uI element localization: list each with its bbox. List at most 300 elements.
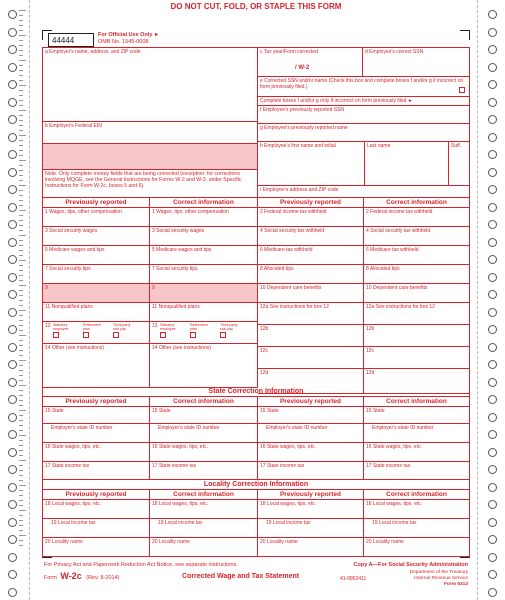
left-perforation [29,0,30,600]
locality_section-row-0-col-3-label: 18 Local wages, tips, etc. [366,501,423,507]
ruler-tick [19,420,23,421]
locality_section-row-0-col-3[interactable] [364,500,470,519]
right-tractor-hole [488,535,497,544]
ruler-tick [19,135,26,136]
right-corr-row-4[interactable] [364,284,470,303]
left-prev-row-1-label: 3 Social security wages [45,228,98,234]
right-prev-row-1[interactable] [258,227,364,246]
ruler-tick [19,70,23,71]
locality_section-row-1-col-2[interactable] [258,519,364,538]
left-corr-row-3[interactable] [150,265,258,284]
left-prev-row-4[interactable] [42,284,150,303]
state_section-row-3-col-2[interactable] [258,462,364,480]
ruler-tick [19,475,23,476]
locality_section-hdr-0: Previously reported [42,490,150,500]
control-number-box[interactable] [48,33,94,47]
right-tractor-hole [488,360,497,369]
left-corr-row-7[interactable] [150,344,258,388]
right-prev-row-4-label: 10 Dependent care benefits [260,285,322,291]
right-prev-row-0[interactable] [258,208,364,227]
ruler-tick [19,90,23,91]
right-tractor-strip [477,0,505,600]
control-number: 44444 [52,36,75,45]
official-use-block [98,32,159,46]
right-tractor-hole [488,185,497,194]
left-corr-row-2[interactable] [150,246,258,265]
state_section-row-0-col-0-label: 15 State [45,408,64,414]
ruler-tick [19,375,23,376]
ruler-tick [19,230,23,231]
ruler-tick [19,80,23,81]
right-prev-row-0-label: 2 Federal income tax withheld [260,209,327,215]
box13-option-1 [83,323,107,338]
form-id-block [44,571,119,581]
locality_section-row-2-col-3[interactable] [364,538,470,557]
box-e-label: e Corrected SSN and/or name (Check this box and complete boxes f and/or g if incorrect on form previously filed.) [260,78,464,90]
ruler-tick [19,320,23,321]
right-tractor-hole [488,588,497,597]
ruler-tick [19,200,23,201]
box-i-address[interactable] [258,186,470,198]
w2c-form [42,0,470,600]
state_section-row-2-col-1-label: 16 State wages, tips, etc. [152,444,208,450]
right-corr-row-7-label: 12c [366,348,375,354]
state_section-row-0-col-2-label: 15 State [260,408,279,414]
box-g-prev-name[interactable] [258,124,470,142]
box-b-employer-ein[interactable] [42,122,258,144]
left-corr-row-4[interactable] [150,284,258,303]
state_section-row-3-col-0[interactable] [42,462,150,480]
state_section-row-1-col-0[interactable] [42,424,150,443]
ruler-tick [19,195,23,196]
box13-option-1-label: Retirement plan [190,323,208,331]
ruler-tick [19,265,23,266]
ruler-tick [19,380,23,381]
left-tractor-hole [8,308,17,317]
left-tractor-hole [8,133,17,142]
left-tractor-hole [8,45,17,54]
left-prev-row-6[interactable] [42,322,150,344]
box-c-tax-year[interactable] [258,47,363,77]
ruler-tick [19,405,23,406]
locality_section-row-1-col-3[interactable] [364,519,470,538]
left-tractor-hole [8,238,17,247]
locality_section-row-0-col-2[interactable] [258,500,364,519]
state_section-row-1-col-2[interactable] [258,424,364,443]
ruler-tick [19,440,23,441]
ruler-tick [19,510,26,511]
ruler-tick [19,275,23,276]
ruler-tick [19,340,23,341]
state_section-row-2-col-3-label: 16 State wages, tips, etc. [366,444,422,450]
left-tractor-hole [8,98,17,107]
ruler-tick [19,40,23,41]
box13-option-0 [160,323,184,338]
right-tractor-hole [488,255,497,264]
ruler-tick [19,100,23,101]
state_section-row-0-col-3[interactable] [364,407,470,424]
ruler-tick [19,465,23,466]
right-prev-row-8-label: 12d [260,370,269,376]
right-tractor-hole [488,238,497,247]
right-tractor-hole [488,80,497,89]
form-word: Form [44,575,57,581]
ruler-tick [19,295,23,296]
ruler-tick [19,245,23,246]
left-tractor-hole [8,63,17,72]
ruler-tick [19,370,23,371]
right-prev-row-1-label: 4 Social security tax withheld [260,228,325,234]
locality_section-row-2-col-0[interactable] [42,538,150,557]
box13-options-corr [160,323,244,338]
right-prev-row-7-label: 12c [260,348,269,354]
left-tractor-hole [8,570,17,579]
ruler-tick [19,520,23,521]
state_section-row-3-col-3[interactable] [364,462,470,480]
top-warning: DO NOT CUT, FOLD, OR STAPLE THIS FORM [170,2,342,11]
copy-label: Copy A—For Social Security Administration [353,562,468,568]
ruler-tick [19,20,23,21]
left-tractor-hole [8,10,17,19]
ruler-tick [19,300,23,301]
ruler-tick [19,125,23,126]
box13-checkbox-1[interactable] [190,332,196,338]
box13-option-1-label: Retirement plan [83,323,101,331]
right-corr-row-4-label: 10 Dependent care benefits [366,285,428,291]
state_section-hdr-1: Correct information [150,397,258,407]
right-tractor-hole [488,98,497,107]
box13-checkbox-2[interactable] [220,332,226,338]
ruler-tick [19,485,26,486]
right-tractor-hole [488,273,497,282]
right-corr-row-8-label: 12d [366,370,375,376]
box-h-last-name[interactable] [365,142,449,186]
right-corr-row-2-label: 6 Medicare tax withheld [366,247,419,253]
ruler-tick [19,410,26,411]
ruler-tick [19,270,23,271]
locality_section-row-2-col-2[interactable] [258,538,364,557]
ruler-tick [19,435,26,436]
irs-name: Internal Revenue Service [414,576,468,581]
ruler-tick [19,515,23,516]
left-prev-row-0[interactable] [42,208,150,227]
ruler-tick [19,385,26,386]
state_section-row-3-col-0-label: 17 State income tax [45,463,90,469]
box-h-label: h Employee's first name and initial [260,143,336,149]
ruler-tick [19,280,23,281]
state_section-row-2-col-2-label: 16 State wages, tips, etc. [260,444,316,450]
left-tractor-hole [8,115,17,124]
state_section-hdr-0: Previously reported [42,397,150,407]
left-prev-row-7[interactable] [42,344,150,388]
right-prev-row-5-label: 12a See instructions for box 12 [260,304,329,310]
left-tractor-hole [8,413,17,422]
left-tractor-hole [8,500,17,509]
locality_section-row-2-col-1[interactable] [150,538,258,557]
box-e-corrected-ssn[interactable] [258,77,470,97]
form-revision: (Rev. 8-2014) [86,575,120,581]
left-tractor-hole [8,168,17,177]
right-corr-row-0[interactable] [364,208,470,227]
locality-section-title: Locality Correction Information [42,480,470,490]
locality_section-row-0-col-0[interactable] [42,500,150,519]
box13-checkbox-2[interactable] [113,332,119,338]
left-tractor-hole [8,535,17,544]
box13-checkbox-0[interactable] [53,332,59,338]
state_section-row-0-col-1[interactable] [150,407,258,424]
right-tractor-hole [488,343,497,352]
ruler-tick [19,250,23,251]
ruler-tick [19,65,23,66]
right-tractor-hole [488,150,497,159]
ruler-tick [19,470,23,471]
ruler-tick [19,285,26,286]
box-e-checkbox[interactable] [459,87,465,93]
left-corr-row-2-label: 5 Medicare wages and tips [152,247,212,253]
ruler-tick [19,210,26,211]
locality_section-row-1-col-0[interactable] [42,519,150,538]
right-corr-row-6[interactable] [364,325,470,347]
ruler-tick [19,395,23,396]
ruler-tick [19,140,23,141]
left-tractor-hole [8,483,17,492]
ruler-tick [19,305,23,306]
locality_section-row-1-col-0-label: 19 Local income tax [51,520,96,526]
left-corr-row-5-label: 11 Nonqualified plans [152,304,200,310]
right-corr-header: Correct information [364,198,470,208]
ruler-tick [19,155,23,156]
right-corr-row-0-label: 2 Federal income tax withheld [366,209,433,215]
state_section-row-1-col-2-label: Employer's state ID number [266,425,328,431]
right-tractor-hole [488,518,497,527]
locality_section-row-1-col-3-label: 19 Local income tax [372,520,417,526]
left-corr-row-7-label: 14 Other (see instructions) [152,345,211,351]
state_section-row-2-col-2[interactable] [258,443,364,462]
left-tractor-hole [8,343,17,352]
state_section-row-2-col-0[interactable] [42,443,150,462]
right-corr-row-7[interactable] [364,347,470,369]
ruler-tick [19,185,26,186]
right-prev-row-5[interactable] [258,303,364,325]
right-prev-row-4[interactable] [258,284,364,303]
note-block [42,170,258,198]
right-tractor-hole [488,308,497,317]
right-tractor-hole [488,378,497,387]
left-tractor-hole [8,553,17,562]
right-tractor-hole [488,483,497,492]
state_section-row-1-col-3[interactable] [364,424,470,443]
box13-option-2 [113,323,137,338]
locality_section-row-2-col-2-label: 20 Locality name [260,539,298,545]
left-corr-row-1[interactable] [150,227,258,246]
box13-options-prev [53,323,137,338]
state-section-title: State Correction Information [42,387,470,397]
ruler-tick [19,425,23,426]
agency-block [410,570,468,588]
state_section-row-2-col-0-label: 16 State wages, tips, etc. [45,444,101,450]
ruler-tick [19,45,23,46]
left-prev-header: Previously reported [42,198,150,208]
form-name: W-2c [60,571,82,581]
ruler-tick [19,445,23,446]
box-h-first-name[interactable] [258,142,365,186]
right-corr-row-3-label: 8 Allocated tips [366,266,400,272]
left-tractor-hole [8,290,17,299]
shaded-area [42,144,258,170]
box13-option-0-label: Statutory employee [53,323,69,331]
box-a-label: a Employer's name, address, and ZIP code [45,49,141,55]
right-corr-row-3[interactable] [364,265,470,284]
state_section-row-0-col-3-label: 15 State [366,408,385,414]
right-tractor-hole [488,290,497,299]
right-tractor-hole [488,553,497,562]
right-corr-row-5-label: 12a See instructions for box 12 [366,304,435,310]
box-a-employer-name[interactable] [42,47,258,122]
ruler-tick [19,225,23,226]
locality_section-row-2-col-1-label: 20 Locality name [152,539,190,545]
ruler-tick [19,120,23,121]
state_section-row-0-col-2[interactable] [258,407,364,424]
ruler-tick [19,205,23,206]
state_section-row-3-col-1[interactable] [150,462,258,480]
form-title: Corrected Wage and Tax Statement [182,573,300,580]
ruler-tick [19,290,23,291]
box13-checkbox-0[interactable] [160,332,166,338]
state_section-hdr-2: Previously reported [258,397,364,407]
state_section-row-2-col-1[interactable] [150,443,258,462]
box-c-label: c Tax year/Form corrected [260,49,318,55]
left-tractor-hole [8,465,17,474]
ruler-tick [19,540,23,541]
left-tractor-hole [8,28,17,37]
locality_section-row-2-col-0-label: 20 Locality name [45,539,83,545]
locality_section-row-1-col-1-label: 19 Local income tax [158,520,203,526]
locality_section-row-0-col-1[interactable] [150,500,258,519]
left-corr-row-6[interactable] [150,322,258,344]
ruler-tick [19,260,26,261]
left-corr-row-5[interactable] [150,303,258,322]
box13-option-0 [53,323,77,338]
ruler-tick [19,175,23,176]
ruler-tick [19,110,26,111]
ruler-tick [19,460,26,461]
ruler-tick [19,450,23,451]
right-prev-row-6[interactable] [258,325,364,347]
ruler-tick [19,145,23,146]
left-tractor-hole [8,430,17,439]
left-corr-row-0[interactable] [150,208,258,227]
ruler-tick [19,60,26,61]
ruler-tick [19,15,23,16]
locality_section-hdr-3: Correct information [364,490,470,500]
left-prev-row-5[interactable] [42,303,150,322]
box13-checkbox-1[interactable] [83,332,89,338]
left-corr-row-6-label: 13 [152,323,158,329]
ruler-tick [19,85,26,86]
box-h-suffix-label: Suff. [451,143,462,149]
right-corr-row-5[interactable] [364,303,470,325]
state_section-row-1-col-0-label: Employer's state ID number [51,425,113,431]
left-ruler [19,10,27,550]
right-prev-row-7[interactable] [258,347,364,369]
left-tractor-hole [8,518,17,527]
ruler-tick [19,345,23,346]
right-tractor-hole [488,465,497,474]
ruler-tick [19,220,23,221]
locality_section-row-2-col-3-label: 20 Locality name [366,539,404,545]
ruler-tick [19,400,23,401]
state_section-hdr-3: Correct information [364,397,470,407]
right-tractor-hole [488,500,497,509]
state_section-row-2-col-3[interactable] [364,443,470,462]
state_section-row-1-col-1-label: Employer's state ID number [158,425,220,431]
right-prev-row-3[interactable] [258,265,364,284]
ruler-tick [19,505,23,506]
omb-number: OMB No. 1545-0008 [98,39,149,45]
left-prev-row-1[interactable] [42,227,150,246]
right-tractor-hole [488,220,497,229]
ruler-tick [19,150,23,151]
right-prev-row-3-label: 8 Allocated tips [260,266,294,272]
left-prev-row-2[interactable] [42,246,150,265]
ruler-tick [19,10,26,11]
left-prev-row-0-label: 1 Wages, tips, other compensation [45,209,122,215]
left-prev-row-3[interactable] [42,265,150,284]
locality_section-row-0-col-0-label: 18 Local wages, tips, etc. [45,501,102,507]
locality_section-hdr-1: Correct information [150,490,258,500]
right-tractor-hole [488,430,497,439]
ruler-tick [19,50,23,51]
box-f-prev-ssn[interactable] [258,106,470,124]
ruler-tick [19,190,23,191]
left-tractor-hole [8,378,17,387]
right-corr-row-1[interactable] [364,227,470,246]
state_section-row-0-col-0[interactable] [42,407,150,424]
locality_section-row-0-col-2-label: 18 Local wages, tips, etc. [260,501,317,507]
box13-option-1 [190,323,214,338]
ruler-tick [19,315,23,316]
ruler-tick [19,365,23,366]
left-prev-row-4-label: 9 [45,285,48,291]
box-d-label: d Employee's correct SSN [365,49,424,55]
left-prev-row-5-label: 11 Nonqualified plans [45,304,93,310]
right-prev-row-2[interactable] [258,246,364,265]
right-corr-row-2[interactable] [364,246,470,265]
box13-option-0-label: Statutory employee [160,323,176,331]
box-c-value: / W-2 [295,65,310,71]
right-prev-row-6-label: 12b [260,326,269,332]
box-h-suffix[interactable] [449,142,470,186]
ruler-tick [19,545,23,546]
ruler-tick [19,390,23,391]
locality_section-row-1-col-1[interactable] [150,519,258,538]
ruler-tick [19,455,23,456]
ruler-tick [19,95,23,96]
state_section-row-1-col-1[interactable] [150,424,258,443]
ruler-tick [19,530,23,531]
ruler-tick [19,490,23,491]
right-perforation [477,0,478,600]
state_section-row-0-col-1-label: 15 State [152,408,171,414]
box-d-correct-ssn[interactable] [363,47,470,77]
right-corr-row-1-label: 4 Social security tax withheld [366,228,431,234]
ruler-tick [19,480,23,481]
privacy-notice: For Privacy Act and Paperwork Reduction Act Notice, see separate instructions. [44,562,238,568]
department-name: Department of the Treasury [409,570,468,575]
ruler-tick [19,325,23,326]
box-g-label: g Employee's previously reported name [260,125,348,131]
right-tractor-hole [488,133,497,142]
